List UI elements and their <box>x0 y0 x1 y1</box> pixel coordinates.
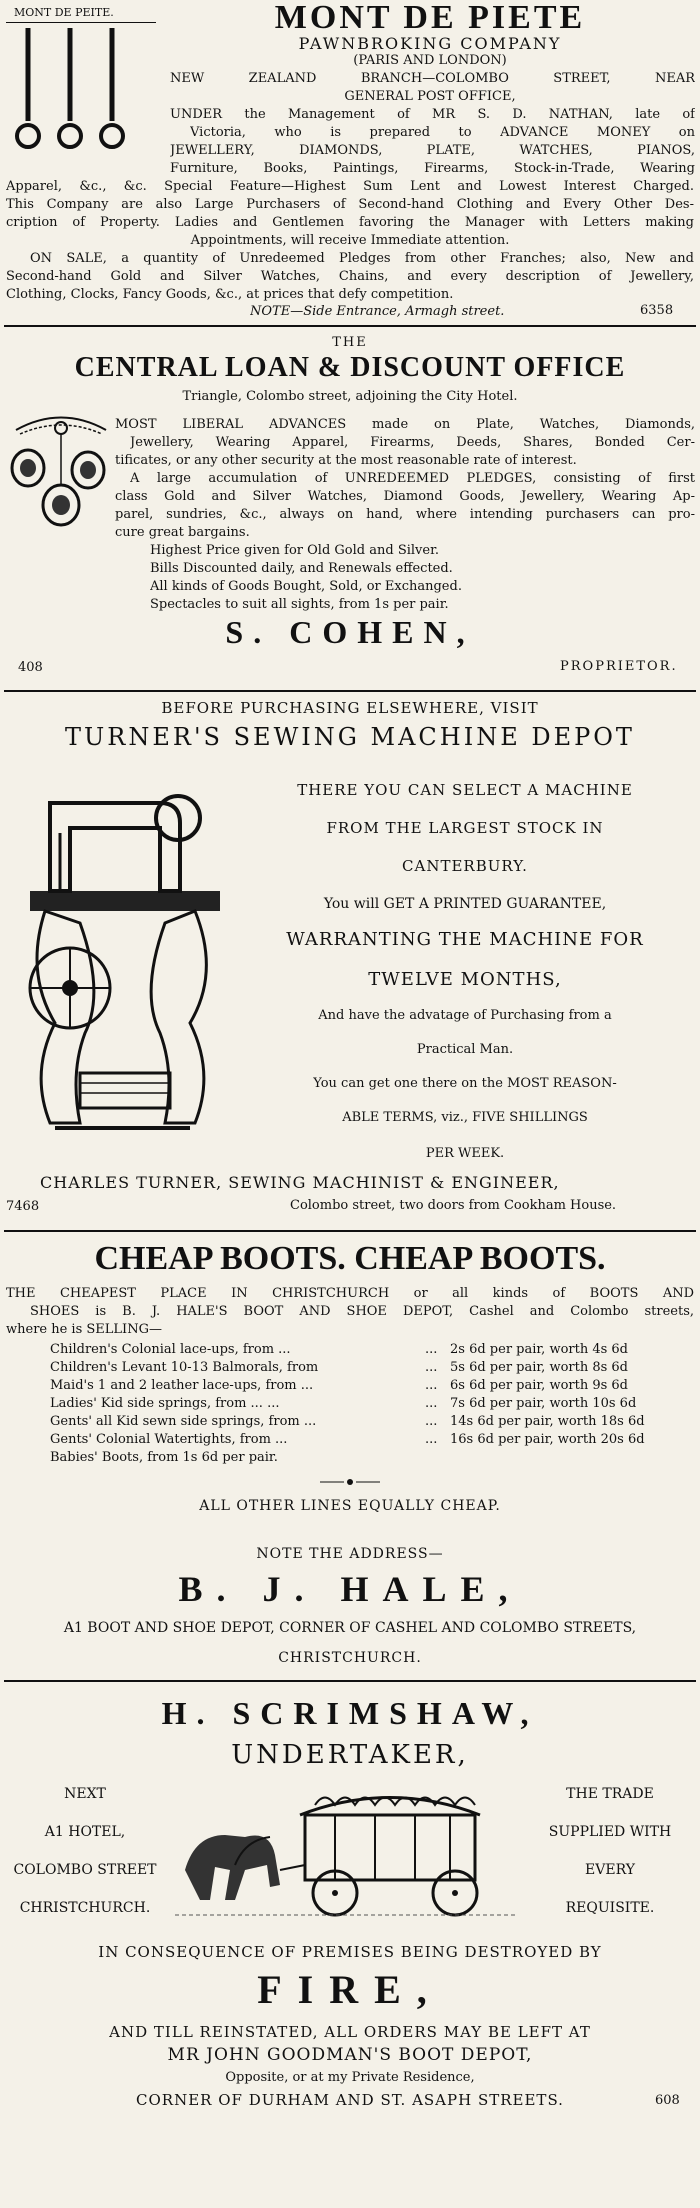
scrimshaw-ad <box>0 1685 700 2208</box>
turner-intro: BEFORE PURCHASING ELSEWHERE, VISIT <box>161 699 539 717</box>
price-value: 14s 6d per pair, worth 18s 6d <box>450 1414 645 1429</box>
loan-body-line: Jewellery, Wearing Apparel, Firearms, Deeds, Shares, Bonded Cer- <box>130 435 695 450</box>
price-item: Gents' all Kid sewn side springs, from ... <box>50 1414 317 1429</box>
turner-line: FROM THE LARGEST STOCK IN <box>326 819 604 837</box>
mont-label-underline <box>6 22 156 23</box>
scrimshaw-corner: CORNER OF DURHAM AND ST. ASAPH STREETS. <box>136 2091 564 2109</box>
loan-body-line: class Gold and Silver Watches, Diamond Goods, Jewellery, Wearing Ap- <box>115 489 695 504</box>
turner-line: CANTERBURY. <box>402 857 528 875</box>
hale-name: B. J. HALE, <box>178 1569 522 1609</box>
mont-sale-line: Clothing, Clocks, Fancy Goods, &c., at prices that defy competition. <box>6 287 454 302</box>
price-value: 2s 6d per pair, worth 4s 6d <box>450 1342 629 1357</box>
scrimshaw-left-line: CHRISTCHURCH. <box>19 1900 151 1916</box>
loan-number: 408 <box>18 660 43 675</box>
price-value: 16s 6d per pair, worth 20s 6d <box>450 1432 645 1447</box>
hale-intro-line: SHOES is B. J. HALE'S BOOT AND SHOE DEPOT, Cashel and Colombo streets, <box>30 1304 694 1319</box>
scrimshaw-left-line: COLOMBO STREET <box>13 1862 157 1878</box>
loan-body-line: All kinds of Goods Bought, Sold, or Exchanged. <box>150 579 462 594</box>
scrimshaw-right-line: SUPPLIED WITH <box>548 1824 672 1840</box>
turner-line: WARRANTING THE MACHINE FOR <box>286 929 644 950</box>
mont-origin: (PARIS AND LONDON) <box>353 53 507 68</box>
turner-title: TURNER'S SEWING MACHINE DEPOT <box>65 723 635 751</box>
mont-body-line: UNDER the Management of MR S. D. NATHAN, late of <box>170 107 695 122</box>
scrimshaw-number: 608 <box>655 2093 680 2108</box>
price-dots: ... <box>425 1378 438 1393</box>
scrimshaw-left-line: A1 HOTEL, <box>44 1824 126 1840</box>
ornament-divider <box>320 1477 380 1487</box>
price-item: Ladies' Kid side springs, from ... ... <box>50 1396 280 1411</box>
scrimshaw-right-line: REQUISITE. <box>565 1900 655 1916</box>
turner-line: ABLE TERMS, viz., FIVE SHILLINGS <box>342 1110 588 1125</box>
price-dots: ... <box>425 1396 438 1411</box>
price-value: 7s 6d per pair, worth 10s 6d <box>450 1396 637 1411</box>
loan-body-line: Highest Price given for Old Gold and Silver. <box>150 543 439 558</box>
pawnbroker-balls-icon <box>8 26 158 166</box>
price-item: Children's Colonial lace-ups, from ... <box>50 1342 291 1357</box>
loan-body-line: Bills Discounted daily, and Renewals effected. <box>150 561 453 576</box>
hale-equally: ALL OTHER LINES EQUALLY CHEAP. <box>199 1498 501 1514</box>
turner-line: You will GET A PRINTED GUARANTEE, <box>323 896 607 912</box>
loan-body-line: Spectacles to suit all sights, from 1s per pair. <box>150 597 449 612</box>
scrimshaw-left-line: NEXT <box>64 1786 106 1802</box>
mont-branch: NEW ZEALAND BRANCH—COLOMBO STREET, NEAR <box>170 71 695 86</box>
turner-address: Colombo street, two doors from Cookham House. <box>290 1198 617 1213</box>
mont-subtitle: PAWNBROKING COMPANY <box>298 34 562 53</box>
divider <box>4 325 696 327</box>
mont-body-line: This Company are also Large Purchasers of Second-hand Clothing and Every Other Des- <box>6 197 694 212</box>
mont-body-line: Apparel, &c., &c. Special Feature—Highest Sum Lent and Lowest Interest Charged. <box>6 179 694 194</box>
mont-body-line: JEWELLERY, DIAMONDS, PLATE, WATCHES, PIANOS, <box>170 143 695 158</box>
scrimshaw-opposite: Opposite, or at my Private Residence, <box>225 2070 475 2085</box>
hale-note: NOTE THE ADDRESS— <box>256 1546 444 1562</box>
turner-line: TWELVE MONTHS, <box>368 969 562 990</box>
hale-title: CHEAP BOOTS. CHEAP BOOTS. <box>94 1240 606 1277</box>
loan-body-line: cure great bargains. <box>115 525 250 540</box>
sewing-machine-illustration <box>10 773 235 1138</box>
loan-body-line: parel, sundries, &c., always on hand, where intending purchasers can pro- <box>115 507 695 522</box>
turner-ad <box>0 695 700 1220</box>
mont-body-line: Furniture, Books, Paintings, Firearms, Stock-in-Trade, Wearing <box>170 161 695 176</box>
price-dots: ... <box>425 1414 438 1429</box>
hale-babies: Babies' Boots, from 1s 6d per pair. <box>50 1450 278 1465</box>
scrimshaw-role: UNDERTAKER, <box>231 1740 469 1770</box>
loan-address: Triangle, Colombo street, adjoining the City Hotel. <box>182 389 518 404</box>
mont-office: GENERAL POST OFFICE, <box>344 89 516 104</box>
scrimshaw-fire: FIRE, <box>257 1967 443 2012</box>
turner-line: THERE YOU CAN SELECT A MACHINE <box>297 781 633 799</box>
scrimshaw-consequence: IN CONSEQUENCE OF PREMISES BEING DESTROYED BY <box>98 1943 602 1961</box>
turner-signature: CHARLES TURNER, SEWING MACHINIST & ENGINEER, <box>40 1173 560 1192</box>
price-value: 6s 6d per pair, worth 9s 6d <box>450 1378 629 1393</box>
price-dots: ... <box>425 1432 438 1447</box>
price-dots: ... <box>425 1342 438 1357</box>
scrimshaw-right-line: THE TRADE <box>566 1786 654 1802</box>
central-loan-ad <box>0 330 700 690</box>
mont-de-piete-ad <box>0 0 700 319</box>
hale-ad <box>0 1235 700 1755</box>
mont-label: MONT DE PEITE. <box>14 6 114 19</box>
price-item: Maid's 1 and 2 leather lace-ups, from ... <box>50 1378 314 1393</box>
loan-name: S. COHEN, <box>225 614 475 650</box>
hale-intro-line: THE CHEAPEST PLACE IN CHRISTCHURCH or all kinds of BOOTS AND <box>6 1286 694 1301</box>
loan-role: PROPRIETOR. <box>560 659 678 674</box>
loan-title: CENTRAL LOAN & DISCOUNT OFFICE <box>74 352 626 383</box>
scrimshaw-till: AND TILL REINSTATED, ALL ORDERS MAY BE LEFT AT <box>109 2023 591 2041</box>
hearse-illustration <box>175 1775 515 1925</box>
mont-body-line: Victoria, who is prepared to ADVANCE MONEY on <box>190 125 695 140</box>
turner-line: Practical Man. <box>416 1042 514 1057</box>
turner-line: PER WEEK. <box>425 1146 505 1161</box>
jewellery-illustration <box>6 410 116 530</box>
divider <box>4 1680 696 1682</box>
hale-depot: A1 BOOT AND SHOE DEPOT, CORNER OF CASHEL AND COLOMBO STREETS, <box>63 1620 637 1636</box>
hale-intro-line: where he is SELLING— <box>6 1322 162 1337</box>
loan-body-line: A large accumulation of UNREDEEMED PLEDGES, consisting of first <box>130 471 695 486</box>
scrimshaw-name: H. SCRIMSHAW, <box>161 1695 539 1731</box>
scrimshaw-right-line: EVERY <box>585 1862 635 1878</box>
scrimshaw-goodman: MR JOHN GOODMAN'S BOOT DEPOT, <box>167 2045 533 2065</box>
turner-number: 7468 <box>6 1199 40 1214</box>
loan-body-line: tificates, or any other security at the most reasonable rate of interest. <box>115 453 577 468</box>
turner-line: And have the advatage of Purchasing from a <box>318 1008 612 1023</box>
mont-sale-line: Second-hand Gold and Silver Watches, Chains, and every description of Jewellery, <box>6 269 694 284</box>
price-item: Gents' Colonial Watertights, from ... <box>50 1432 288 1447</box>
mont-body-line: Appointments, will receive Immediate attention. <box>190 233 510 248</box>
divider <box>4 690 696 692</box>
mont-sale-line: ON SALE, a quantity of Unredeemed Pledges from other Franches; also, New and <box>30 251 694 266</box>
price-value: 5s 6d per pair, worth 8s 6d <box>450 1360 629 1375</box>
mont-body-line: cription of Property. Ladies and Gentlemen favoring the Manager with Letters making <box>6 215 694 230</box>
mont-number: 6358 <box>640 303 674 318</box>
price-item: Children's Levant 10-13 Balmorals, from <box>50 1360 319 1375</box>
price-dots: ... <box>425 1360 438 1375</box>
divider <box>4 1230 696 1232</box>
mont-title: MONT DE PIETE <box>274 0 586 36</box>
turner-line: You can get one there on the MOST REASON- <box>313 1076 617 1091</box>
mont-note: NOTE—Side Entrance, Armagh street. <box>250 304 505 319</box>
loan-body-line: MOST LIBERAL ADVANCES made on Plate, Watches, Diamonds, <box>115 417 695 432</box>
loan-the: THE <box>332 335 368 350</box>
hale-city: CHRISTCHURCH. <box>278 1650 422 1666</box>
